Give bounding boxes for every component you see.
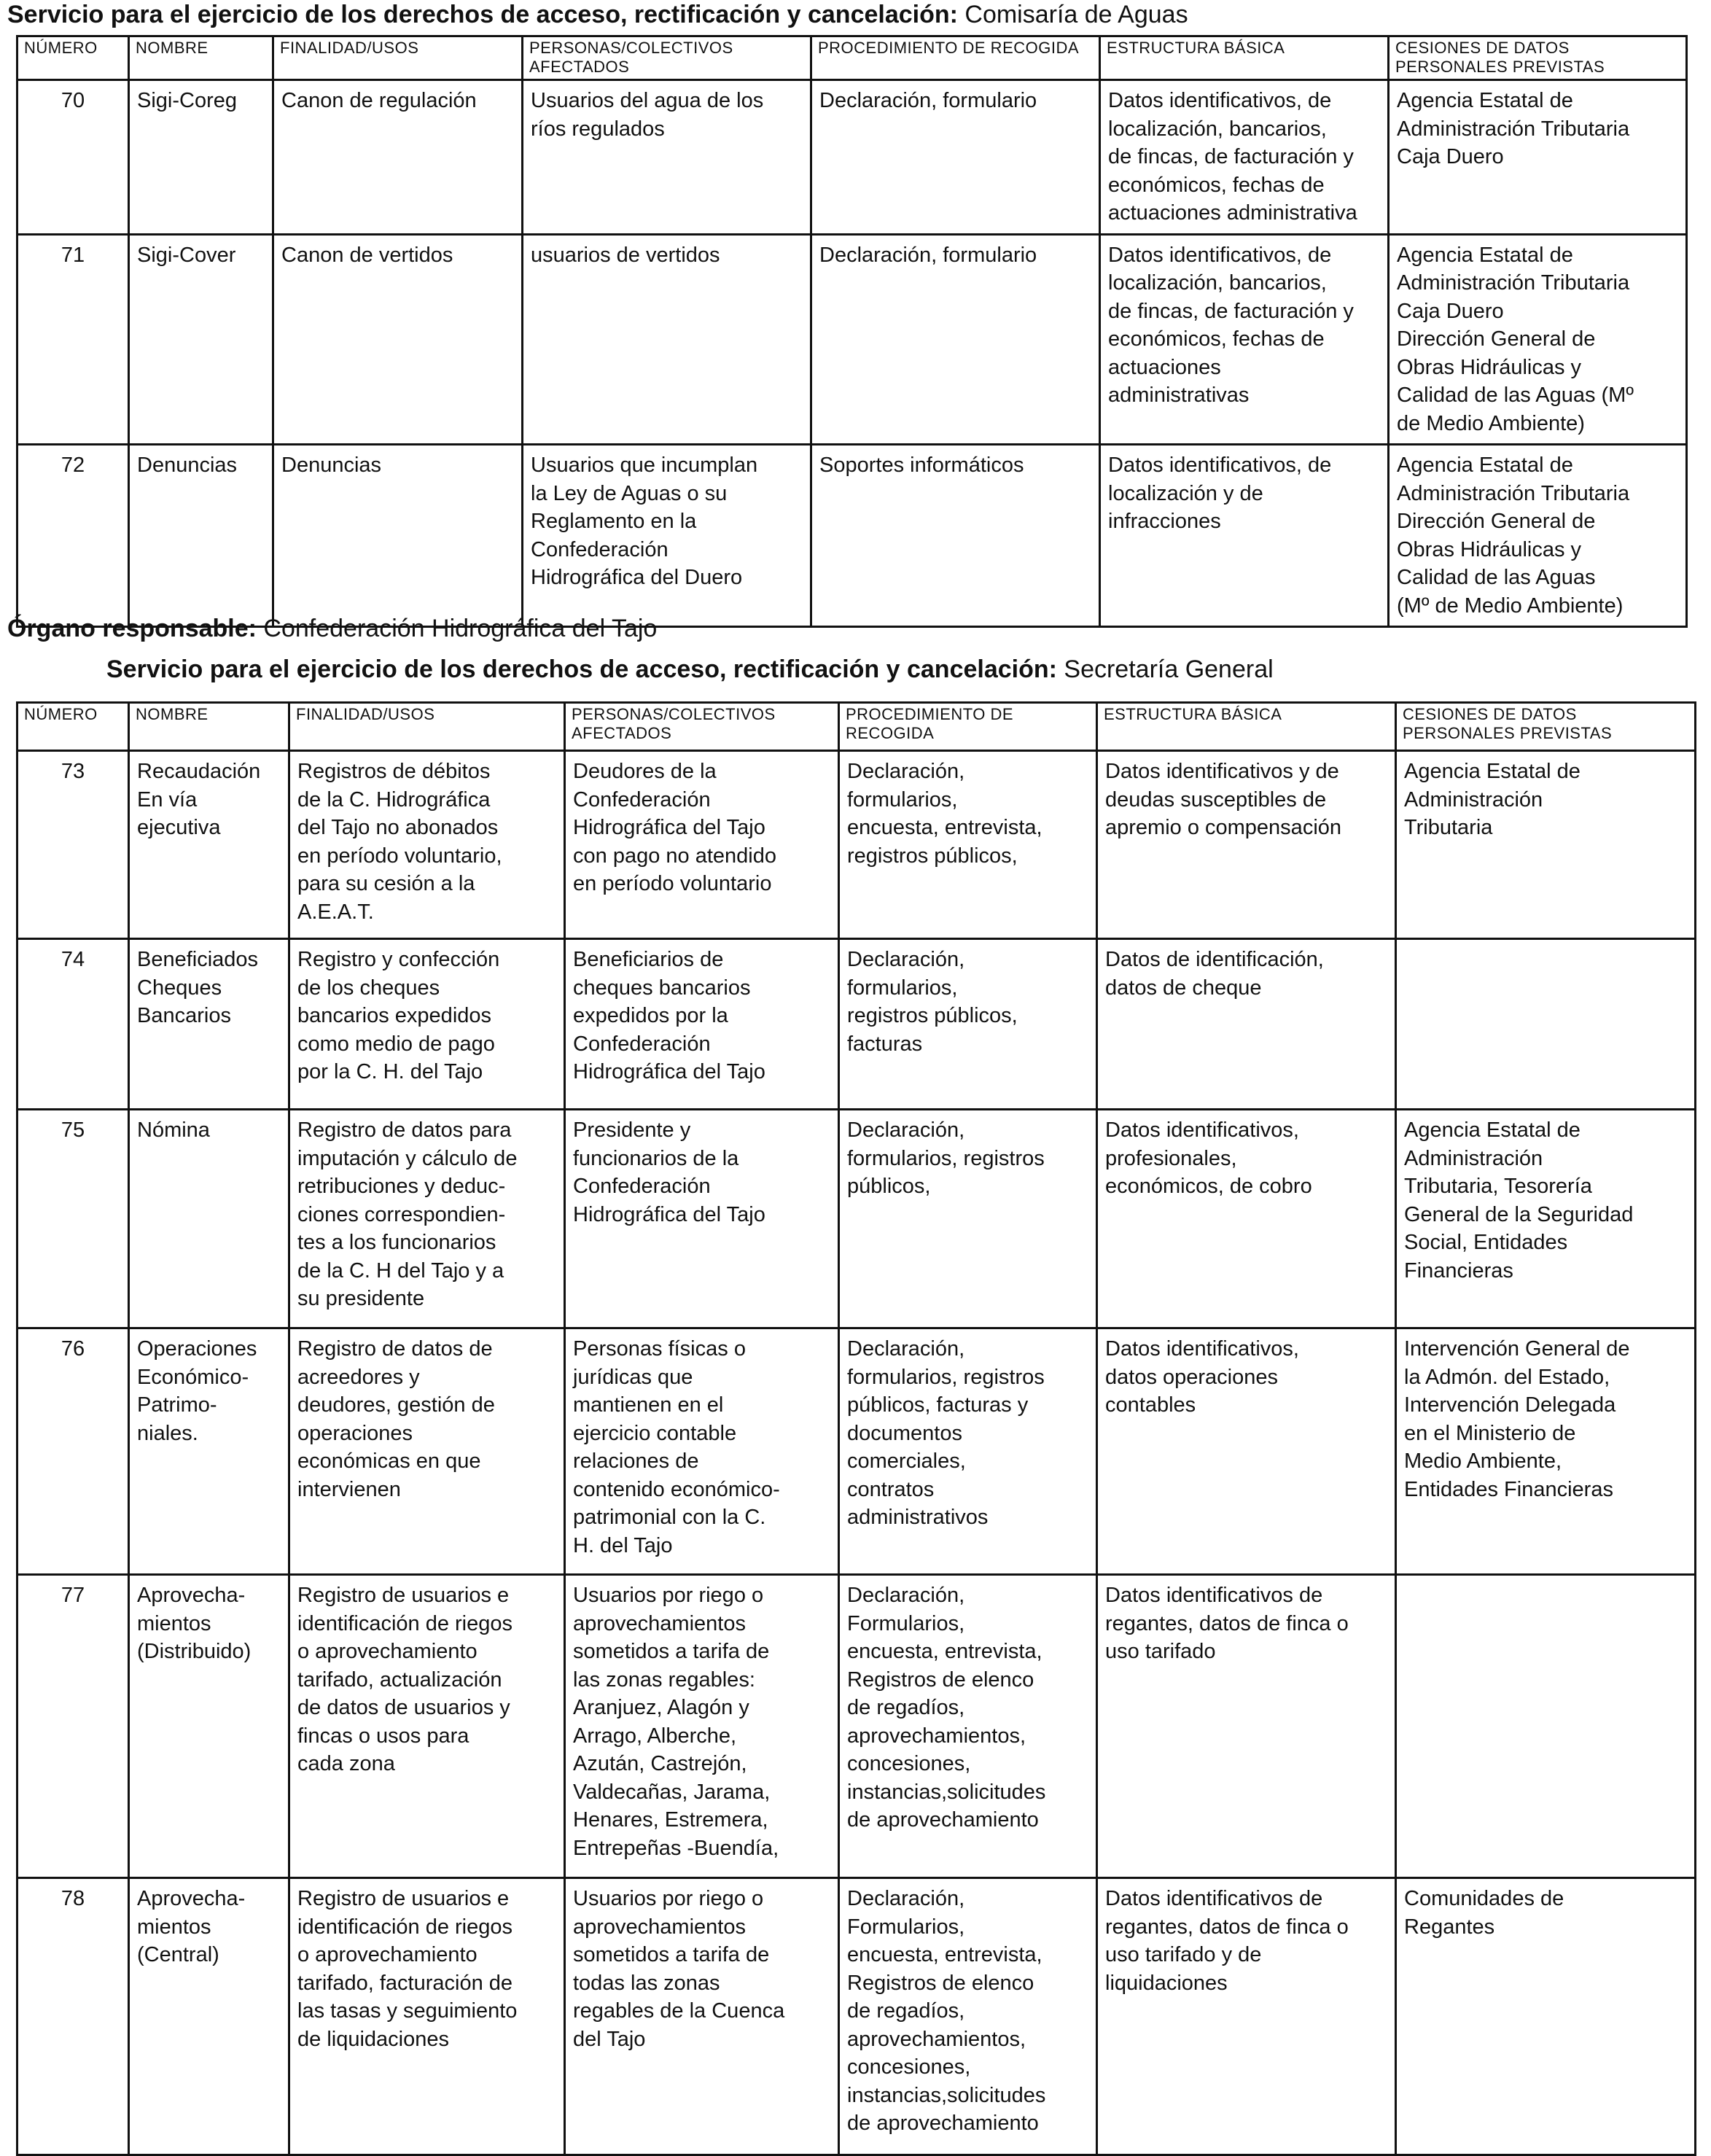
table-row — [17, 939, 1696, 1110]
cell-affected: Usuarios por riego o aprovechamientos sometidos a tarifa de las zonas regables: Aranjuez, Alagón y Arrago, Alberche, Azután, Castrejón, Valdecañas, Jarama, Henares, Estremera, Entrepeñas -Buendía, — [565, 1575, 839, 1878]
cell-structure: Datos de identificación, datos de cheque — [1097, 939, 1396, 1110]
column-header: CESIONES DE DATOS PERSONALES PREVISTAS — [1389, 36, 1687, 80]
cell-structure: Datos identificativos y de deudas susceptibles de apremio o compensación — [1097, 751, 1396, 939]
column-header: ESTRUCTURA BÁSICA — [1100, 36, 1389, 80]
table-row — [17, 234, 1687, 445]
cell-transfers: Agencia Estatal de Administración Tributaria Dirección General de Obras Hidráulicas y Calidad de las Aguas (Mº de Medio Ambiente) — [1389, 445, 1687, 627]
section1-heading — [7, 0, 1188, 29]
cell-number: 72 — [17, 445, 129, 627]
cell-procedure: Declaración, formulario — [811, 80, 1100, 235]
cell-transfers: Agencia Estatal de Administración Tributaria Caja Duero Dirección General de Obras Hidráulicas y Calidad de las Aguas (Mº de Medio Ambiente) — [1389, 234, 1687, 445]
table-row — [17, 751, 1696, 939]
section2-table — [16, 701, 1696, 2156]
cell-affected: Usuarios por riego o aprovechamientos sometidos a tarifa de todas las zonas regables de la Cuenca del Tajo — [565, 1878, 839, 2155]
cell-affected: usuarios de vertidos — [523, 234, 811, 445]
section1-table — [16, 35, 1688, 628]
column-header: NOMBRE — [129, 36, 273, 80]
cell-affected: Personas físicas o jurídicas que mantienen en el ejercicio contable relaciones de contenido económico- patrimonial con la C. H. del Tajo — [565, 1328, 839, 1575]
cell-structure: Datos identificativos, de localización, bancarios, de fincas, de facturación y económicos, fechas de actuaciones administrativas — [1100, 234, 1389, 445]
section2-header-row — [17, 703, 1696, 751]
cell-structure: Datos identificativos, datos operaciones contables — [1097, 1328, 1396, 1575]
table-row — [17, 1878, 1696, 2155]
organ-heading — [7, 614, 657, 643]
cell-number: 74 — [17, 939, 129, 1110]
cell-purpose: Registro de datos para imputación y cálculo de retribuciones y deduc- ciones correspondien- tes a los funcionarios de la C. H del Tajo y a su presidente — [289, 1110, 565, 1328]
cell-transfers: Agencia Estatal de Administración Tributaria, Tesorería General de la Seguridad Social, Entidades Financieras — [1396, 1110, 1696, 1328]
cell-purpose: Canon de vertidos — [273, 234, 523, 445]
cell-transfers: Intervención General de la Admón. del Estado, Intervención Delegada en el Ministerio de Medio Ambiente, Entidades Financieras — [1396, 1328, 1696, 1575]
table-row — [17, 1575, 1696, 1878]
cell-number: 73 — [17, 751, 129, 939]
cell-procedure: Declaración, formularios, registros públicos, facturas — [839, 939, 1097, 1110]
cell-purpose: Registro de datos de acreedores y deudores, gestión de operaciones económicas en que intervienen — [289, 1328, 565, 1575]
column-header: FINALIDAD/USOS — [273, 36, 523, 80]
cell-name: Aprovecha- mientos (Distribuido) — [129, 1575, 289, 1878]
table-row — [17, 445, 1687, 627]
cell-transfers — [1396, 1575, 1696, 1878]
cell-structure: Datos identificativos, de localización y de infracciones — [1100, 445, 1389, 627]
cell-transfers: Agencia Estatal de Administración Tributaria — [1396, 751, 1696, 939]
cell-affected: Deudores de la Confederación Hidrográfica del Tajo con pago no atendido en período voluntario — [565, 751, 839, 939]
cell-procedure: Declaración, formulario — [811, 234, 1100, 445]
cell-purpose: Registros de débitos de la C. Hidrográfica del Tajo no abonados en período voluntario, para su cesión a la A.E.A.T. — [289, 751, 565, 939]
cell-structure: Datos identificativos, de localización, bancarios, de fincas, de facturación y económicos, fechas de actuaciones administrativa — [1100, 80, 1389, 235]
column-header: NÚMERO — [17, 703, 129, 751]
cell-affected: Usuarios del agua de los ríos regulados — [523, 80, 811, 235]
cell-purpose: Registro y confección de los cheques bancarios expedidos como medio de pago por la C. H. del Tajo — [289, 939, 565, 1110]
column-header: PROCEDIMIENTO DE RECOGIDA — [811, 36, 1100, 80]
organ-value: Confederación Hidrográfica del Tajo — [256, 615, 658, 642]
cell-name: Recaudación En vía ejecutiva — [129, 751, 289, 939]
cell-affected: Presidente y funcionarios de la Confederación Hidrográfica del Tajo — [565, 1110, 839, 1328]
cell-transfers: Agencia Estatal de Administración Tributaria Caja Duero — [1389, 80, 1687, 235]
cell-number: 77 — [17, 1575, 129, 1878]
organ-label: Órgano responsable: — [7, 615, 257, 642]
column-header: CESIONES DE DATOS PERSONALES PREVISTAS — [1396, 703, 1696, 751]
table-row — [17, 1328, 1696, 1575]
cell-number: 71 — [17, 234, 129, 445]
table-row — [17, 1110, 1696, 1328]
cell-purpose: Registro de usuarios e identificación de riegos o aprovechamiento tarifado, facturación de las tasas y seguimiento de liquidaciones — [289, 1878, 565, 2155]
section2-heading — [106, 655, 1274, 684]
cell-procedure: Soportes informáticos — [811, 445, 1100, 627]
section2-heading-value: Secretaría General — [1056, 655, 1274, 683]
section1-heading-value: Comisaría de Aguas — [957, 1, 1188, 28]
table-row — [17, 80, 1687, 235]
section2-heading-label: Servicio para el ejercicio de los derechos de acceso, rectificación y cancelación: — [106, 655, 1057, 683]
cell-procedure: Declaración, Formularios, encuesta, entrevista, Registros de elenco de regadíos, aprovechamientos, concesiones, instancias,solicitudes de aprovechamiento — [839, 1878, 1097, 2155]
cell-structure: Datos identificativos de regantes, datos de finca o uso tarifado — [1097, 1575, 1396, 1878]
cell-purpose: Denuncias — [273, 445, 523, 627]
cell-name: Sigi-Cover — [129, 234, 273, 445]
cell-procedure: Declaración, formularios, registros públicos, — [839, 1110, 1097, 1328]
cell-number: 78 — [17, 1878, 129, 2155]
cell-number: 75 — [17, 1110, 129, 1328]
cell-number: 76 — [17, 1328, 129, 1575]
cell-name: Sigi-Coreg — [129, 80, 273, 235]
cell-name: Operaciones Económico- Patrimo- niales. — [129, 1328, 289, 1575]
column-header: FINALIDAD/USOS — [289, 703, 565, 751]
cell-affected: Usuarios que incumplan la Ley de Aguas o su Reglamento en la Confederación Hidrográfica del Duero — [523, 445, 811, 627]
cell-name: Nómina — [129, 1110, 289, 1328]
cell-name: Aprovecha- mientos (Central) — [129, 1878, 289, 2155]
cell-procedure: Declaración, formularios, registros públicos, facturas y documentos comerciales, contratos administrativos — [839, 1328, 1097, 1575]
column-header: PERSONAS/COLECTIVOS AFECTADOS — [565, 703, 839, 751]
cell-structure: Datos identificativos de regantes, datos de finca o uso tarifado y de liquidaciones — [1097, 1878, 1396, 2155]
column-header: PROCEDIMIENTO DE RECOGIDA — [839, 703, 1097, 751]
cell-purpose: Registro de usuarios e identificación de riegos o aprovechamiento tarifado, actualización de datos de usuarios y fincas o usos para cada zona — [289, 1575, 565, 1878]
section1-heading-label: Servicio para el ejercicio de los derechos de acceso, rectificación y cancelación: — [7, 1, 958, 28]
cell-procedure: Declaración, formularios, encuesta, entrevista, registros públicos, — [839, 751, 1097, 939]
column-header: PERSONAS/COLECTIVOS AFECTADOS — [523, 36, 811, 80]
cell-name: Beneficiados Cheques Bancarios — [129, 939, 289, 1110]
cell-affected: Beneficiarios de cheques bancarios expedidos por la Confederación Hidrográfica del Tajo — [565, 939, 839, 1110]
cell-number: 70 — [17, 80, 129, 235]
cell-transfers — [1396, 939, 1696, 1110]
cell-structure: Datos identificativos, profesionales, económicos, de cobro — [1097, 1110, 1396, 1328]
column-header: ESTRUCTURA BÁSICA — [1097, 703, 1396, 751]
cell-transfers: Comunidades de Regantes — [1396, 1878, 1696, 2155]
column-header: NOMBRE — [129, 703, 289, 751]
cell-purpose: Canon de regulación — [273, 80, 523, 235]
section1-header-row — [17, 36, 1687, 80]
cell-name: Denuncias — [129, 445, 273, 627]
column-header: NÚMERO — [17, 36, 129, 80]
cell-procedure: Declaración, Formularios, encuesta, entrevista, Registros de elenco de regadíos, aprovechamientos, concesiones, instancias,solicitudes de aprovechamiento — [839, 1575, 1097, 1878]
